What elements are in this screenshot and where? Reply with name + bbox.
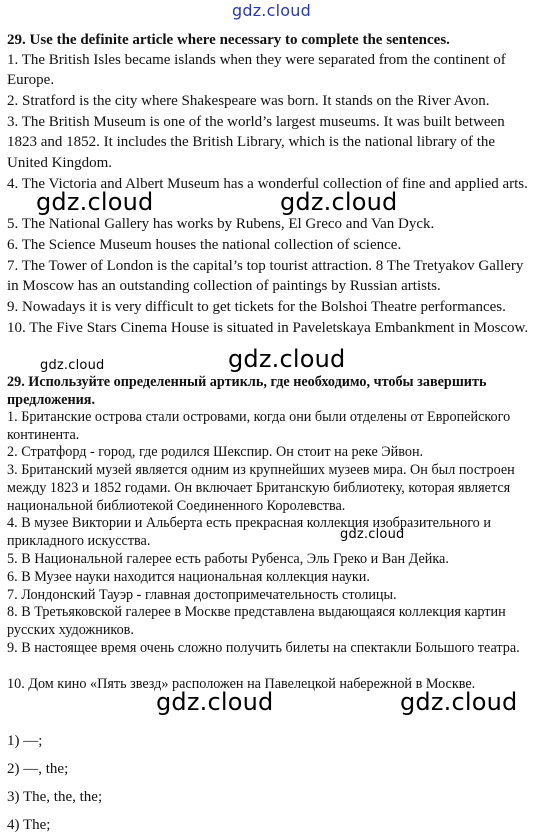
- watermark-bottom-left: gdz.cloud: [156, 688, 274, 716]
- sentence-en-9: 9. Nowadays it is very difficult to get tickets for the Bolshoi Theatre performances.: [7, 299, 506, 315]
- watermark-mid-left: gdz.cloud: [36, 188, 154, 216]
- watermark-small-left: gdz.cloud: [40, 358, 105, 373]
- sentence-ru-1: 1. Британские острова стали островами, когда они были отделены от Европейского континента.: [7, 409, 511, 443]
- sentence-en-2: 2. Stratford is the city where Shakespeare was born. It stands on the River Avon.: [7, 93, 490, 109]
- watermark-small-right: gdz.cloud: [340, 527, 405, 542]
- sentence-ru-10: 10. Дом кино «Пять звезд» расположен на Павелецкой набережной в Москве.: [7, 676, 476, 692]
- sentence-en-5: 5. The National Gallery has works by Rubens, El Greco and Van Dyck.: [7, 216, 435, 232]
- exercise-title-en: 29. Use the definite article where necessary to complete the sentences.: [7, 32, 450, 48]
- answer-1: 1) —;: [7, 733, 43, 749]
- watermark-center: gdz.cloud: [228, 345, 346, 373]
- answer-3: 3) The, the, the;: [7, 789, 103, 805]
- exercise-title-ru: 29. Используйте определенный артикль, где необходимо, чтобы завершить предложения.: [7, 374, 487, 408]
- answer-4: 4) The;: [7, 817, 51, 833]
- sentence-en-1: 1. The British Isles became islands when they were separated from the continent of Europe.: [7, 52, 506, 89]
- sentence-en-7: 7. The Tower of London is the capital’s top tourist attraction. 8 The Tretyakov Gallery in Moscow has an outstanding collection of paintings by Russian artists.: [7, 258, 524, 295]
- watermark-bottom-right: gdz.cloud: [400, 688, 518, 716]
- answer-2: 2) —, the;: [7, 761, 69, 777]
- sentence-en-6: 6. The Science Museum houses the national collection of science.: [7, 237, 402, 253]
- sentence-ru-7: 7. Лондонский Тауэр - главная достопримечательность столицы.: [7, 587, 397, 603]
- watermark-top: gdz.cloud: [232, 1, 311, 20]
- sentence-en-10: 10. The Five Stars Cinema House is situated in Paveletskaya Embankment in Moscow.: [7, 320, 529, 336]
- sentence-en-4: 4. The Victoria and Albert Museum has a wonderful collection of fine and applied arts.: [7, 176, 528, 192]
- sentence-ru-9: 9. В настоящее время очень сложно получить билеты на спектакли Большого театра.: [7, 640, 520, 656]
- sentence-ru-5: 5. В Национальной галерее есть работы Рубенса, Эль Греко и Ван Дейка.: [7, 551, 449, 567]
- sentence-ru-3: 3. Британский музей является одним из крупнейших музеев мира. Он был построен между 1823 и 1852 годами. Он включает Британскую библиотеку, которая является национальной библиотекой Соединенного Королевства.: [7, 462, 515, 514]
- sentence-ru-2: 2. Стратфорд - город, где родился Шекспир. Он стоит на реке Эйвон.: [7, 444, 424, 460]
- watermark-mid-right: gdz.cloud: [280, 188, 398, 216]
- sentence-en-3: 3. The British Museum is one of the world’s largest museums. It was built between 1823 and 1852. It includes the British Library, which is the national library of the United Kingdom.: [7, 114, 505, 171]
- sentence-ru-8: 8. В Третьяковской галерее в Москве представлена выдающаяся коллекция картин русских художников.: [7, 604, 506, 638]
- sentence-ru-4: 4. В музее Виктории и Альберта есть прекрасная коллекция изобразительного и прикладного искусства.: [7, 515, 491, 549]
- sentence-ru-6: 6. В Музее науки находится национальная коллекция науки.: [7, 569, 370, 585]
